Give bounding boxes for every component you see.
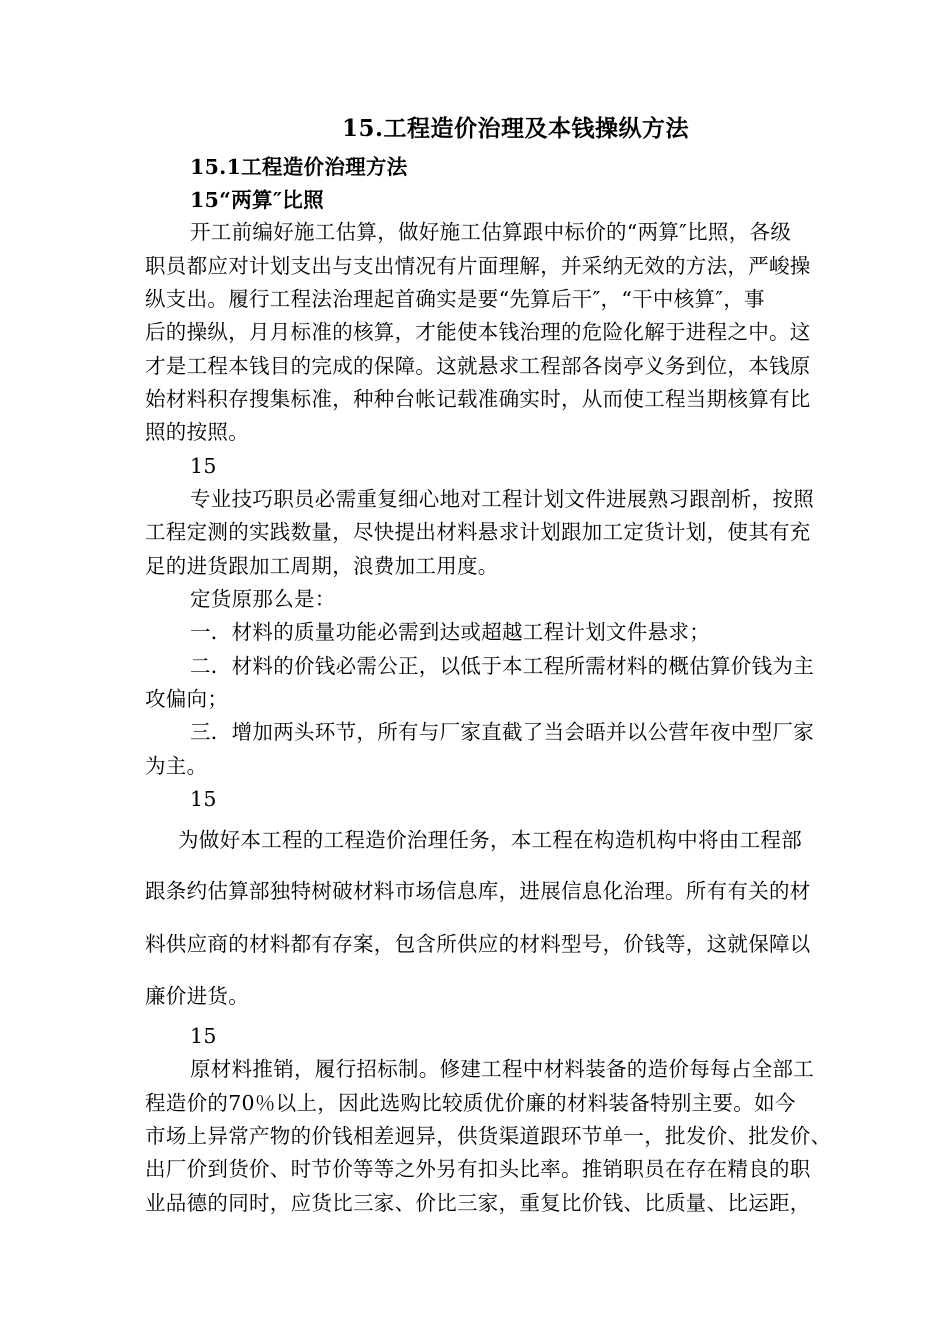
section-heading: 15.1工程造价治理方法 — [190, 155, 408, 179]
paragraph-line: 专业技巧职员必需重复细心地对工程计划文件进展熟习跟剖析，按照 — [190, 487, 814, 511]
principle-item: 三．增加两头环节，所有与厂家直截了当会晤并以公营年夜中型厂家 — [190, 720, 814, 744]
paragraph-line: 廉价进货。 — [145, 984, 249, 1008]
paragraph-line: 职员都应对计划支出与支出情况有片面理解，并采纳无效的方法，严峻操 — [145, 254, 811, 278]
principle-item: 二．材料的价钱必需公正，以低于本工程所需材料的概估算价钱为主 — [190, 654, 814, 678]
document-title: 15.工程造价治理及本钱操纵方法 — [342, 115, 690, 142]
paragraph-line: 业品德的同时，应货比三家、价比三家，重复比价钱、比质量、比运距， — [145, 1191, 811, 1215]
paragraph-line: 开工前编好施工估算，做好施工估算跟中标价的“两算″比照，各级 — [190, 220, 792, 244]
paragraph-line: 照的按照。 — [145, 420, 249, 444]
principle-item: 为主。 — [145, 754, 208, 778]
paragraph-line: 始材料积存搜集标准，种种台帐记载准确实时，从而使工程当期核算有比 — [145, 387, 811, 411]
paragraph-line: 后的操纵，月月标准的核算，才能使本钱治理的危险化解于进程之中。这 — [145, 320, 811, 344]
principles-intro: 定货原那么是： — [190, 587, 336, 611]
subsection-heading: 15“两算″比照 — [190, 188, 324, 212]
subsection-heading: 15 — [190, 1024, 217, 1048]
paragraph-line: 程造价的70％以上，因此选购比较质优价廉的材料装备特别主要。如今 — [145, 1091, 796, 1115]
subsection-heading: 15 — [190, 787, 217, 811]
paragraph-line: 市场上异常产物的价钱相差迥异，供货渠道跟环节单一，批发价、批发价、 — [145, 1124, 832, 1148]
paragraph-line: 足的进货跟加工周期，浪费加工用度。 — [145, 554, 499, 578]
paragraph-line: 工程定测的实践数量，尽快提出材料悬求计划跟加工定货计划，使其有充 — [145, 520, 811, 544]
paragraph-line: 纵支出。履行工程法治理起首确实是要“先算后干″，“干中核算″，事 — [145, 287, 765, 311]
paragraph-line: 为做好本工程的工程造价治理任务，本工程在构造机构中将由工程部 — [178, 828, 802, 852]
paragraph-line: 原材料推销，履行招标制。修建工程中材料装备的造价每每占全部工 — [190, 1057, 814, 1081]
paragraph-line: 跟条约估算部独特树破材料市场信息库，进展信息化治理。所有有关的材 — [145, 879, 811, 903]
principle-item: 一．材料的质量功能必需到达或超越工程计划文件悬求； — [190, 620, 710, 644]
paragraph-line: 才是工程本钱目的完成的保障。这就悬求工程部各岗亭义务到位，本钱原 — [145, 354, 811, 378]
paragraph-line: 料供应商的材料都有存案，包含所供应的材料型号，价钱等，这就保障以 — [145, 932, 811, 956]
subsection-heading: 15 — [190, 454, 217, 478]
paragraph-line: 出厂价到货价、时节价等等之外另有扣头比率。推销职员在存在精良的职 — [145, 1157, 811, 1181]
principle-item: 攻偏向； — [145, 687, 229, 711]
